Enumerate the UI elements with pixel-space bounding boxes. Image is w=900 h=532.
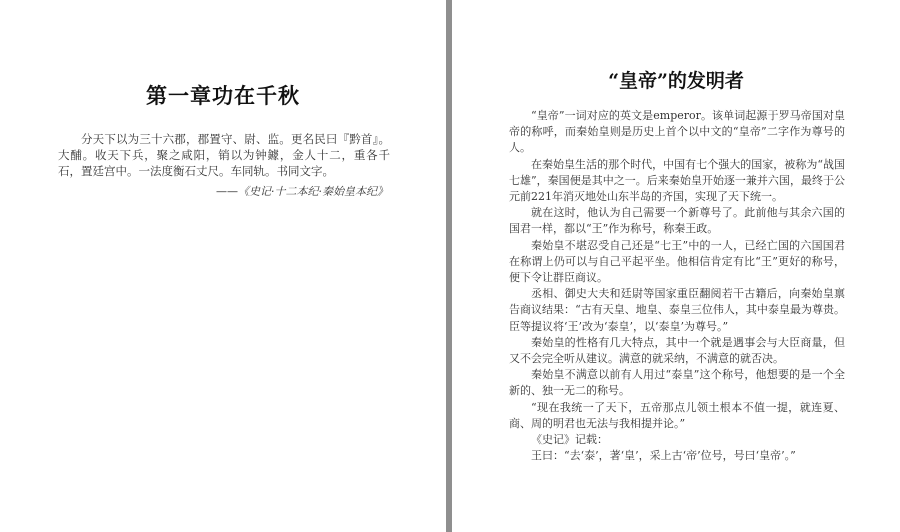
paragraph: 王曰：“去‘泰’，著‘皇’，采上古‘帝’位号，号曰‘皇帝’。” [531, 449, 796, 463]
paragraph: 秦始皇的性格有几大特点，其中一个就是遇事会与大臣商量，但又不会完全听从建议。满意的就采纳，不满意的就否决。 [509, 335, 845, 366]
paragraph: 丞相、御史大夫和廷尉等国家重臣翻阅若干古籍后，向秦始皇禀告商议结果：“古有天皇、地皇、泰皇三位伟人，其中泰皇最为尊贵。臣等提议将‘王’改为‘泰皇’，以‘泰皇’为尊号。” [509, 287, 845, 333]
left-page [0, 0, 446, 532]
section-title: “皇帝”的发明者 [608, 70, 744, 92]
right-page [452, 0, 900, 532]
paragraph: 在秦始皇生活的那个时代，中国有七个强大的国家，被称为“战国七雄”，秦国便是其中之一。后来秦始皇开始逐一兼并六国，最终于公元前221年消灭地处山东半岛的齐国，实现了天下统一。 [509, 157, 845, 204]
paragraph: 《史记》记载： [531, 433, 608, 447]
epigraph-attribution: ——《史记·十二本纪·秦始皇本纪》 [216, 185, 388, 198]
body-text [509, 108, 845, 464]
paragraph: 就在这时，他认为自己需要一个新尊号了。此前他与其余六国的国君一样，都以“王”作为称号，称秦王政。 [509, 206, 845, 236]
chapter-title: 第一章功在千秋 [146, 83, 300, 108]
paragraph: “现在我统一了天下，五帝那点儿领土根本不值一提，就连夏、商、周的明君也无法与我相提并论。” [509, 400, 845, 430]
paragraph: “皇帝”一词对应的英文是emperor。该单词起源于罗马帝国对皇帝的称呼，而秦始皇则是历史上首个以中文的“皇帝”二字作为尊号的人。 [509, 109, 845, 155]
paragraph: 秦始皇不满意以前有人用过“泰皇”这个称号，他想要的是一个全新的、独一无二的称号。 [509, 368, 845, 398]
paragraph: 秦始皇不堪忍受自己还是“七王”中的一人，已经亡国的六国国君在称谓上仍可以与自己平起平坐。他相信肯定有比“王”更好的称号，便下令让群臣商议。 [509, 238, 845, 285]
epigraph-quote: 分天下以为三十六郡，郡置守、尉、监。更名民曰『黔首』。大酺。收天下兵，聚之咸阳，销以为钟鐻，金人十二，重各千石，置廷宫中。一法度衡石丈尺。车同轨。书同文字。 [58, 132, 390, 178]
